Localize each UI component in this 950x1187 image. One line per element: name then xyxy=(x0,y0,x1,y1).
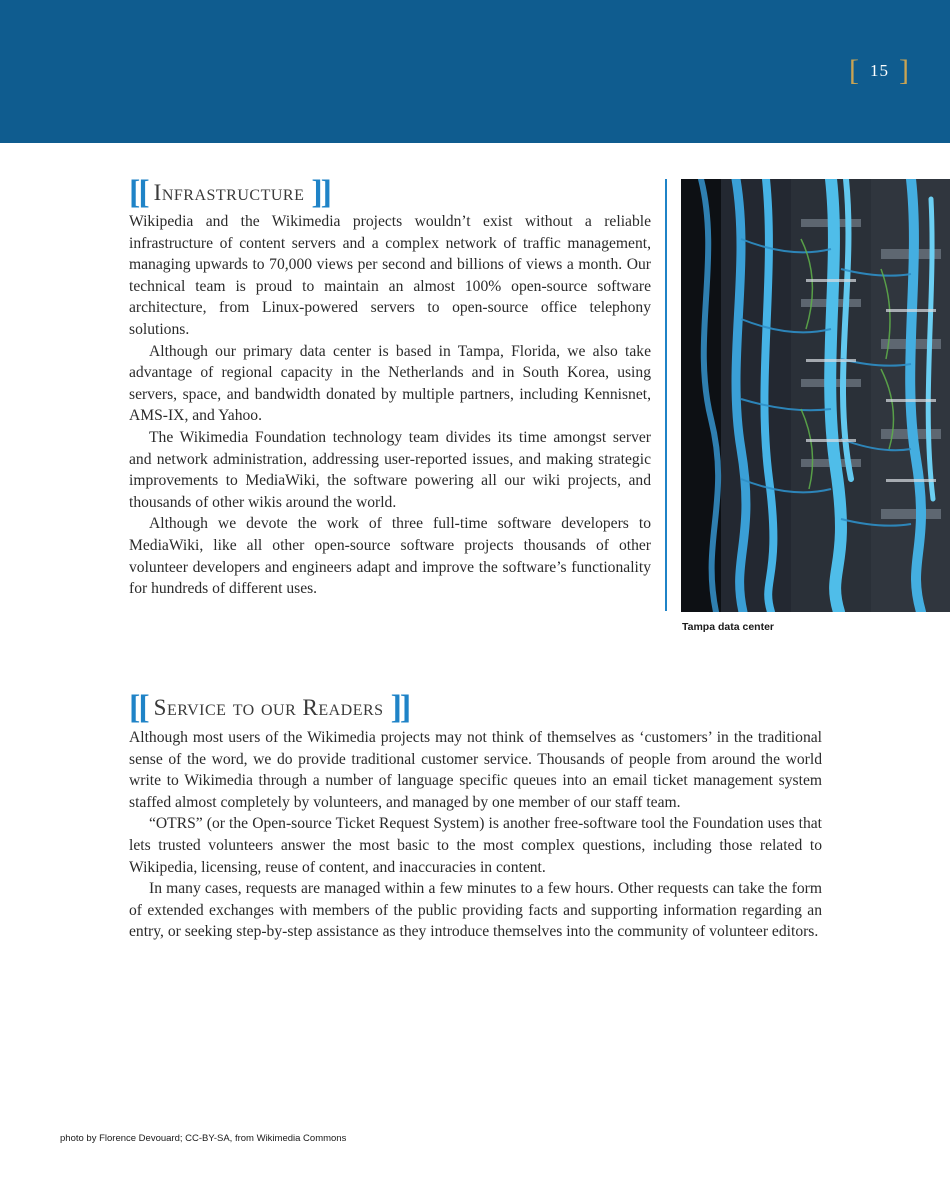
page-number-bracket-right: ] xyxy=(899,54,910,87)
page-number-bracket-left: [ xyxy=(849,54,860,87)
readers-paragraph-2: “OTRS” (or the Open-source Ticket Request System) is another free-software tool the Foundation uses that lets trusted volunteers answer the most basic to the most complex questions, including those related to Wikipedia, licensing, reuse of content, and inaccuracies in content. xyxy=(129,815,822,876)
page-number-value: 15 xyxy=(870,61,889,80)
readers-heading xyxy=(129,691,409,725)
infrastructure-paragraph-2: Although our primary data center is based in Tampa, Florida, we also take advantage of regional capacity in the Netherlands and in South Korea, using servers, space, and bandwidth donated by multiple partners, including Kennisnet, AMS-IX, and Yahoo. xyxy=(129,342,651,425)
header-band xyxy=(0,0,950,143)
readers-paragraph-1: Although most users of the Wikimedia projects may not think of themselves as ‘customers’ in the traditional sense of the word, we do provide traditional customer service. Thousands of people from around the world write to Wikimedia through a number of language specific queues into an email ticket management system staffed almost completely by volunteers, and managed by one member of our staff team. xyxy=(129,729,822,811)
readers-paragraph-3: In many cases, requests are managed within a few minutes to a few hours. Other requests can take the form of extended exchanges with members of the public providing facts and supporting information regarding an entry, or seeking step-by-step assistance as they introduce themselves into the community of volunteer editors. xyxy=(129,880,822,941)
page-number xyxy=(849,56,910,86)
infrastructure-title: Infrastructure xyxy=(153,180,305,205)
photo-credit: photo by Florence Devouard; CC-BY-SA, from Wikimedia Commons xyxy=(60,1133,347,1144)
infrastructure-paragraph-1: Wikipedia and the Wikimedia projects wouldn’t exist without a reliable infrastructure of content servers and a complex network of traffic management, managing upwards to 70,000 views per second and billions of views a month. Our technical team is proud to maintain an almost 100% open-source software architecture, from Linux-powered servers to open-source office telephony solutions. xyxy=(129,213,651,338)
infrastructure-heading xyxy=(129,176,330,210)
readers-title: Service to our Readers xyxy=(153,695,384,720)
readers-body xyxy=(129,727,822,943)
heading-bracket-close: ]] xyxy=(311,174,330,211)
server-rack-illustration xyxy=(681,179,950,612)
heading-bracket-open: [[ xyxy=(129,689,148,726)
photo-caption: Tampa data center xyxy=(682,621,775,633)
data-center-photo xyxy=(681,179,950,612)
infrastructure-paragraph-3: The Wikimedia Foundation technology team divides its time amongst server and network administration, addressing user-reported issues, and making strategic improvements to MediaWiki, the software powering all our wiki projects, and thousands of other wikis around the world. xyxy=(129,428,651,511)
column-divider xyxy=(665,179,667,611)
infrastructure-body xyxy=(129,211,651,600)
infrastructure-paragraph-4: Although we devote the work of three full-time software developers to MediaWiki, like all other open-source software projects thousands of other volunteer developers and engineers adapt and improve the software’s functionality for hundreds of different uses. xyxy=(129,515,651,598)
heading-bracket-open: [[ xyxy=(129,174,148,211)
heading-bracket-close: ]] xyxy=(390,689,410,726)
